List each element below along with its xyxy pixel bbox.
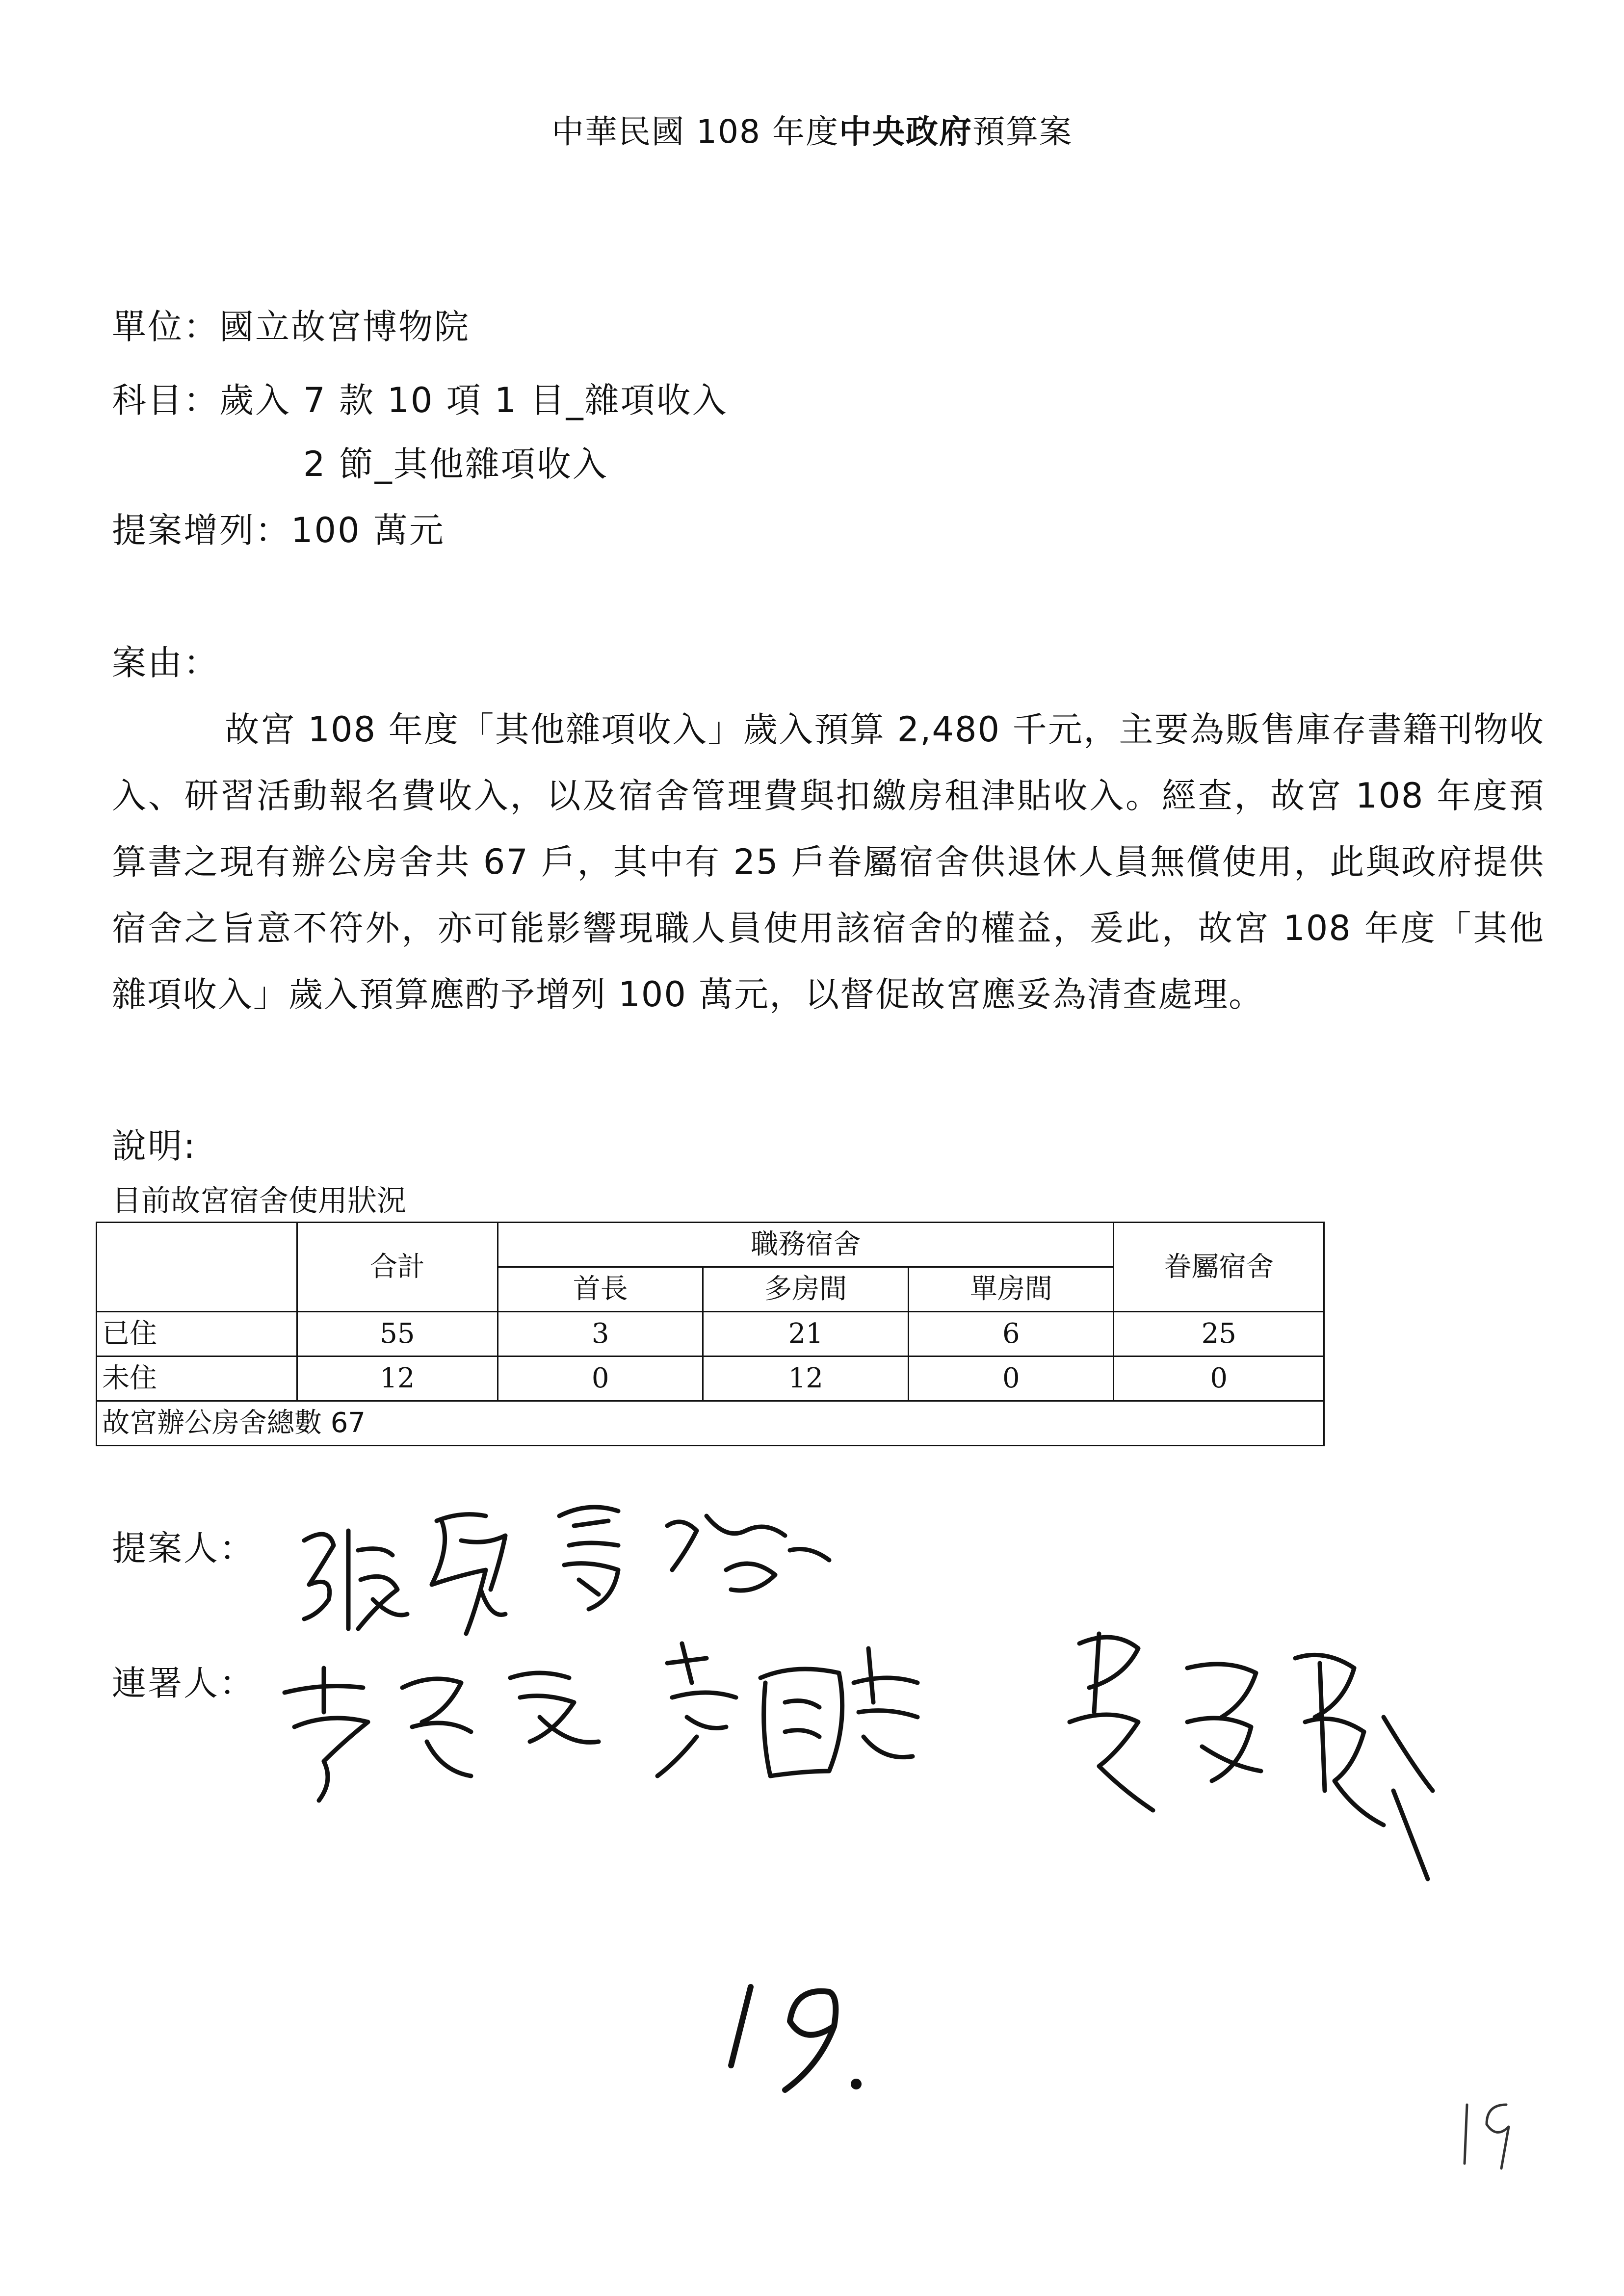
cell-chief: 3 xyxy=(498,1312,703,1357)
table-footer-total: 故宮辦公房舍總數 67 xyxy=(97,1401,1324,1446)
cell-single: 6 xyxy=(909,1312,1114,1357)
proposal-amount: 提案增列：100 萬元 xyxy=(112,510,445,550)
header-multi-room: 多房間 xyxy=(703,1267,909,1312)
proposer-label: 提案人： xyxy=(112,1528,255,1568)
subject-line-2: 2 節_其他雜項收入 xyxy=(303,444,608,484)
dormitory-usage-table xyxy=(96,1222,1325,1446)
cell-multi: 21 xyxy=(703,1312,909,1357)
reason-paragraph: 故宮 108 年度「其他雜項收入」歲入預算 2,480 千元，主要為販售庫存書籍刊物收入、研習活動報名費收入，以及宿舍管理費與扣繳房租津貼收入。經查，故宮 108 年度預算書之現有辦公房舍共 67 戶，其中有 25 戶眷屬宿舍供退休人員無償使用，此與政府提供宿舍之旨意不符外，亦可能影響現職人員使用該宿舍的權益，爰此，故宮 108 年度「其他雜項收入」歲入預算應酌予增列 100 萬元，以督促故宮應妥為清查處理。 xyxy=(112,709,1545,1015)
cell-chief: 0 xyxy=(498,1357,703,1401)
cosigner-label: 連署人： xyxy=(112,1663,255,1703)
unit-line: 單位：國立故宮博物院 xyxy=(112,307,470,347)
page-number-small xyxy=(1452,2085,1521,2183)
title-bold-part: 中央政府 xyxy=(838,113,972,151)
page-number-large-text xyxy=(716,2100,719,2102)
subject-line-1: 科目：歲入 7 款 10 項 1 目_雜項收入 xyxy=(112,380,728,420)
cell-single: 0 xyxy=(909,1357,1114,1401)
header-official-dorm: 職務宿舍 xyxy=(498,1223,1114,1267)
page-number-large xyxy=(716,1967,883,2095)
cell-total: 55 xyxy=(297,1312,498,1357)
table-row xyxy=(97,1312,1324,1357)
table-corner-cell xyxy=(97,1223,297,1312)
document-title: 中華民國 108 年度中央政府預算案 xyxy=(551,113,1073,151)
page-number-small-text xyxy=(1452,2188,1455,2191)
reason-label: 案由： xyxy=(112,643,219,683)
cell-family: 0 xyxy=(1114,1357,1324,1401)
table-caption: 目前故宮宿舍使用狀況 xyxy=(112,1184,406,1218)
header-single-room: 單房間 xyxy=(909,1267,1114,1312)
header-total: 合計 xyxy=(297,1223,498,1312)
cosigner-signature-2 xyxy=(1040,1604,1482,1908)
cosigner-signature-1 xyxy=(265,1614,1001,1820)
row-label: 已住 xyxy=(97,1312,297,1357)
header-chief: 首長 xyxy=(498,1267,703,1312)
header-family-dorm: 眷屬宿舍 xyxy=(1114,1223,1324,1312)
explain-label: 說明: xyxy=(112,1126,197,1166)
row-label: 未住 xyxy=(97,1357,297,1401)
table-row xyxy=(97,1357,1324,1401)
cell-family: 25 xyxy=(1114,1312,1324,1357)
cell-multi: 12 xyxy=(703,1357,909,1401)
cell-total: 12 xyxy=(297,1357,498,1401)
